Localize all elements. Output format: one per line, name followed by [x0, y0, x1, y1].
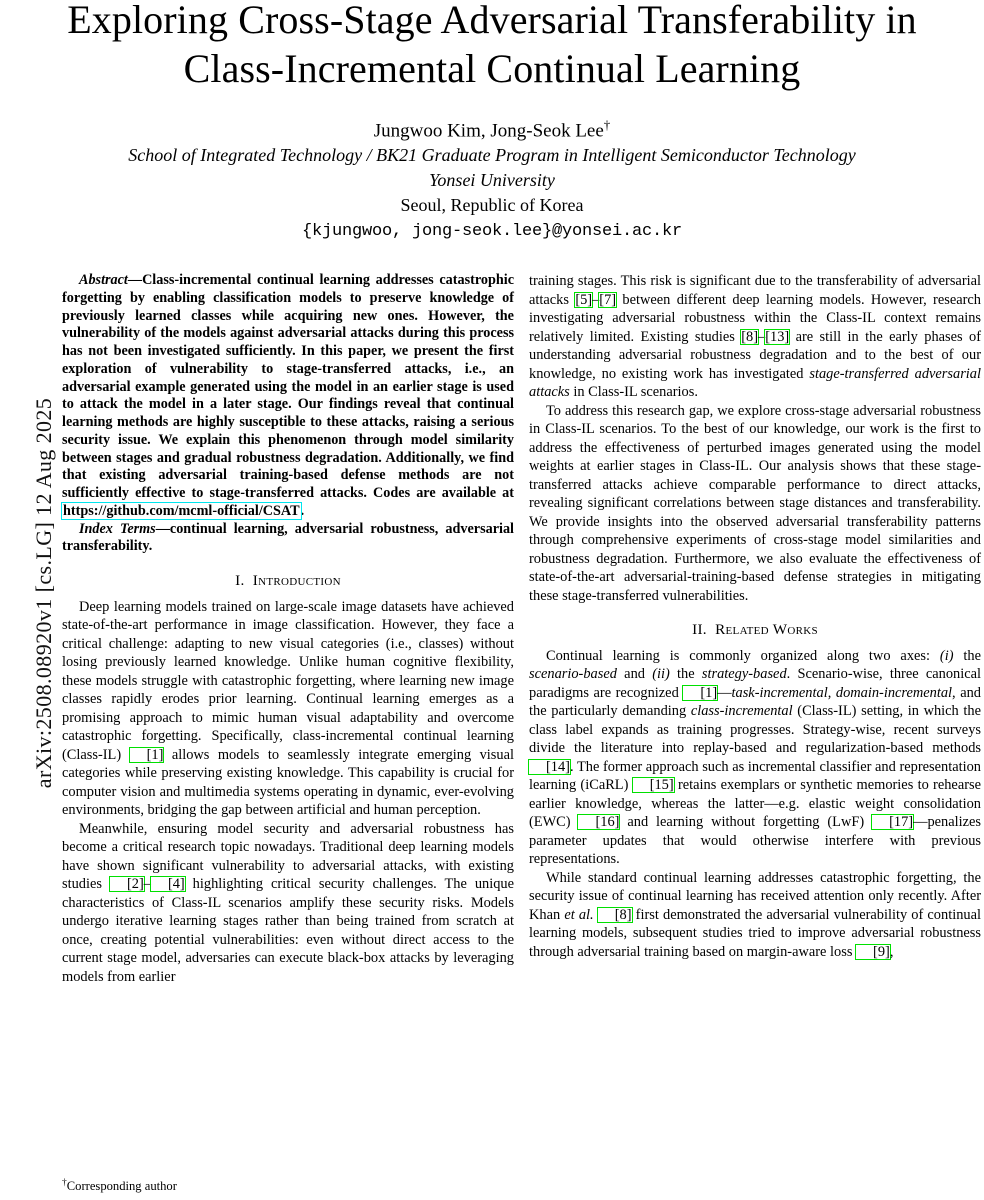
citation-17[interactable]: [17] [872, 815, 913, 829]
citation-2[interactable]: [2] [110, 877, 144, 891]
intro-p1-text-b: allows models to seamlessly integrate emerging visual categories while preserving existing knowledge. This capability is crucial for computer vision and multimedia systems operating in dynamic, ever-evolving environments, bridging the gap between artificial and human perception. [62, 746, 514, 819]
section-numeral-2: II. [692, 621, 707, 638]
section-heading-related-works [529, 620, 981, 640]
citation-range-dash-2: – [592, 291, 600, 308]
section-numeral: I. [235, 572, 245, 589]
author-names: Jungwoo Kim, Jong-Seok Lee [373, 119, 604, 141]
index-terms-body: continual learning, adversarial robustness, adversarial transferability. [62, 520, 514, 555]
citation-5[interactable]: [5] [575, 291, 593, 308]
rel-p1-i4: strategy-based [701, 666, 787, 683]
citation-15[interactable]: [15] [633, 778, 674, 792]
rel-p1-e: . Scenario-wise, three canonical paradigms are recognized [529, 666, 981, 701]
footnote [62, 1178, 514, 1194]
section-title: Introduction [252, 572, 341, 589]
index-terms-label: Index Terms [79, 520, 156, 537]
column-right [529, 272, 981, 961]
rel-p2-i1: et al. [564, 906, 594, 923]
abstract-dash: — [127, 272, 143, 288]
rel-p1-i: (Class-IL) setting, in which the class label expands as training progresses. Strategy-wise, recent surveys divide the literature into replay-based and regularization-based methods [529, 703, 981, 757]
emphasis-stage-transferred-attacks: stage-transferred adversarial attacks [529, 365, 981, 400]
rel-p2-d: , [889, 943, 894, 960]
affiliation-line-1: School of Integrated Technology / BK21 Graduate Program in Intelligent Semiconductor Technology [128, 145, 856, 165]
index-terms-paragraph [62, 521, 514, 557]
author-line [62, 116, 922, 143]
citation-4[interactable]: [4] [151, 877, 185, 891]
rel-p1-i1: (i) [939, 647, 954, 664]
author-dagger-marker: † [603, 116, 611, 132]
section-title-2: Related Works [715, 621, 818, 638]
rel-p1-k: retains exemplars or synthetic memories to rehearse earlier knowledge, whereas the latter—e.g. elastic weight consolidation (EWC) [529, 777, 981, 831]
citation-8[interactable]: [8] [741, 328, 759, 345]
rel-p1-i5: task-incremental [731, 684, 828, 701]
arxiv-stamp: arXiv:2508.08920v1 [cs.LG] 12 Aug 2025 [31, 397, 56, 789]
rel-p1-i3: (ii) [652, 666, 670, 683]
rel-p1-m: —penalizes parameter updates that would otherwise interfere with previous representations. [529, 814, 981, 868]
intro-p2c-text-d: in Class-IL scenarios. [569, 384, 698, 400]
citation-9[interactable]: [9] [856, 945, 890, 959]
intro-p1-text-a: Deep learning models trained on large-scale image datasets have achieved state-of-the-art performance in image classification. However, they face a critical challenge: adapting to new visual categories (i.e., classes) without losing previously learned knowledge. Unlike human cognitive flexibility, these models struggle with catastrophic forgetting, where learning new image classes rapidly erodes prior learning. Continual learning emerges as a promising approach to mimic human visual adaptability and overcome catastrophic forgetting. Specifically, class-incremental continual learning (Class-IL) [62, 598, 514, 763]
intro-p2-text-a: Meanwhile, ensuring model security and adversarial robustness has become a critical research topic nowadays. Traditional deep learning models have shown significant vulnerability to adversarial attacks, with existing studies [62, 820, 514, 893]
related-paragraph-1 [529, 647, 981, 869]
intro-p2c-text-b: between different deep learning models. However, research investigating adversarial robustness within the Class-IL context remains relatively limited. Existing studies [529, 291, 981, 345]
citation-1[interactable]: [1] [130, 748, 164, 762]
intro-p2c-text-a: training stages. This risk is significant due to the transferability of adversarial attacks [529, 273, 981, 308]
intro-paragraph-2 [62, 820, 514, 987]
citation-range-dash-3: – [758, 328, 766, 345]
citation-16[interactable]: [16] [578, 815, 619, 829]
footnote-text: Corresponding author [66, 1179, 177, 1194]
index-terms-dash: — [155, 520, 170, 537]
citation-1-related[interactable]: [1] [683, 686, 717, 700]
intro-paragraph-2-continued [529, 272, 981, 402]
page-title: Exploring Cross-Stage Adversarial Transferability in Class-Incremental Continual Learning [67, 0, 917, 91]
intro-paragraph-3: To address this research gap, we explore cross-stage adversarial robustness in Class-IL scenarios. To the best of our knowledge, our work is the first to address the effectiveness of perturbed images generated using the model weights at earlier stages in Class-IL. Our analysis shows that these stage-transferred attacks achieve comparable performance to direct attacks, revealing significant correlations between stage distances and transferability. We provide insights into the observed adversarial transferability patterns through comprehensive experiments of cross-stage model similarities and robustness degradation. Furthermore, we also evaluate the effectiveness of state-of-the-art adversarial-training-based defense strategies in mitigating these stage-transferred vulnerabilities. [529, 402, 981, 604]
rel-p1-c: and [616, 666, 653, 683]
rel-p1-i6: domain-incremental [835, 684, 953, 701]
rel-p1-b: the [953, 647, 981, 664]
related-paragraph-2 [529, 869, 981, 962]
rel-p1-i7: class-incremental [690, 703, 793, 720]
rel-p2-c: first demonstrated the adversarial vulnerability of continual learning models, subsequent studies tried to improve adversarial robustness through adversarial training based on margin-aware loss [529, 906, 981, 960]
rel-p1-h: , and the particularly demanding [529, 684, 981, 720]
intro-paragraph-1 [62, 598, 514, 820]
abstract-label: Abstract [79, 272, 128, 288]
rel-p1-j: . The former approach such as incremental classifier and representation learning (iCaRL) [529, 758, 981, 794]
abstract-body-start: Class-incremental continual learning addresses catastrophic forgetting by enabling classification models to preserve knowledge of previously learned classes while acquiring new ones. However, the vulnerability of the models against adversarial attacks during this process has not been investigated sufficiently. In this paper, we present the first exploration of vulnerability to stage-transferred attacks, i.e., an adversarial example generated using the model in an earlier stage is used to attack the model in a later stage. Our findings reveal that continual learning methods are highly susceptible to these attacks, raising a serious security issue. We explain this phenomenon through model similarity between stages and gradual robustness degradation. Additionally, we find that existing adversarial training-based defense methods are not sufficiently effective to stage-transferred attacks. Codes are available at [62, 272, 514, 501]
citation-range-dash: – [143, 876, 151, 893]
rel-p1-l: and learning without forgetting (LwF) [619, 814, 873, 831]
rel-p1-i2: scenario-based [529, 666, 617, 683]
citation-14[interactable]: [14] [529, 760, 570, 774]
citation-7[interactable]: [7] [599, 291, 617, 308]
intro-p2-text-b: highlighting critical security challenges. The unique characteristics of Class-IL scenarios amplify these security risks. Models undergo iterative learning stages rather than being trained from scratch at once, creating potential vulnerabilities: even without direct access to the current stage model, adversaries can execute black-box attacks by leveraging models from earlier [62, 876, 514, 985]
affiliation-line-2: Yonsei University [429, 169, 555, 190]
column-left [62, 272, 514, 986]
intro-p2c-text-c: are still in the early phases of understanding adversarial robustness degradation and to the best of our knowledge, no existing work has investigated [529, 328, 982, 382]
rel-p1-f: — [717, 684, 732, 701]
rel-p1-a: Continual learning is commonly organized along two axes: [546, 647, 940, 664]
affiliation-city: Seoul, Republic of Korea [400, 194, 584, 215]
abstract-block [62, 272, 514, 556]
author-email: {kjungwoo, jong-seok.lee}@yonsei.ac.kr [301, 222, 683, 242]
abstract-body-end: . [300, 502, 305, 519]
citation-13[interactable]: [13] [765, 328, 790, 345]
footnote-dagger-marker: † [62, 1178, 67, 1188]
rel-p1-g: , [827, 684, 836, 701]
citation-8-related[interactable]: [8] [598, 908, 632, 922]
title-block [62, 0, 922, 245]
code-repository-link[interactable]: https://github.com/mcml-official/CSAT [63, 502, 300, 519]
section-heading-introduction [62, 571, 514, 591]
rel-p2-a: While standard continual learning addresses catastrophic forgetting, the security issue of continual learning has received attention only recently. After Khan [529, 869, 981, 923]
abstract-paragraph [62, 272, 514, 521]
rel-p1-d: the [669, 666, 702, 683]
